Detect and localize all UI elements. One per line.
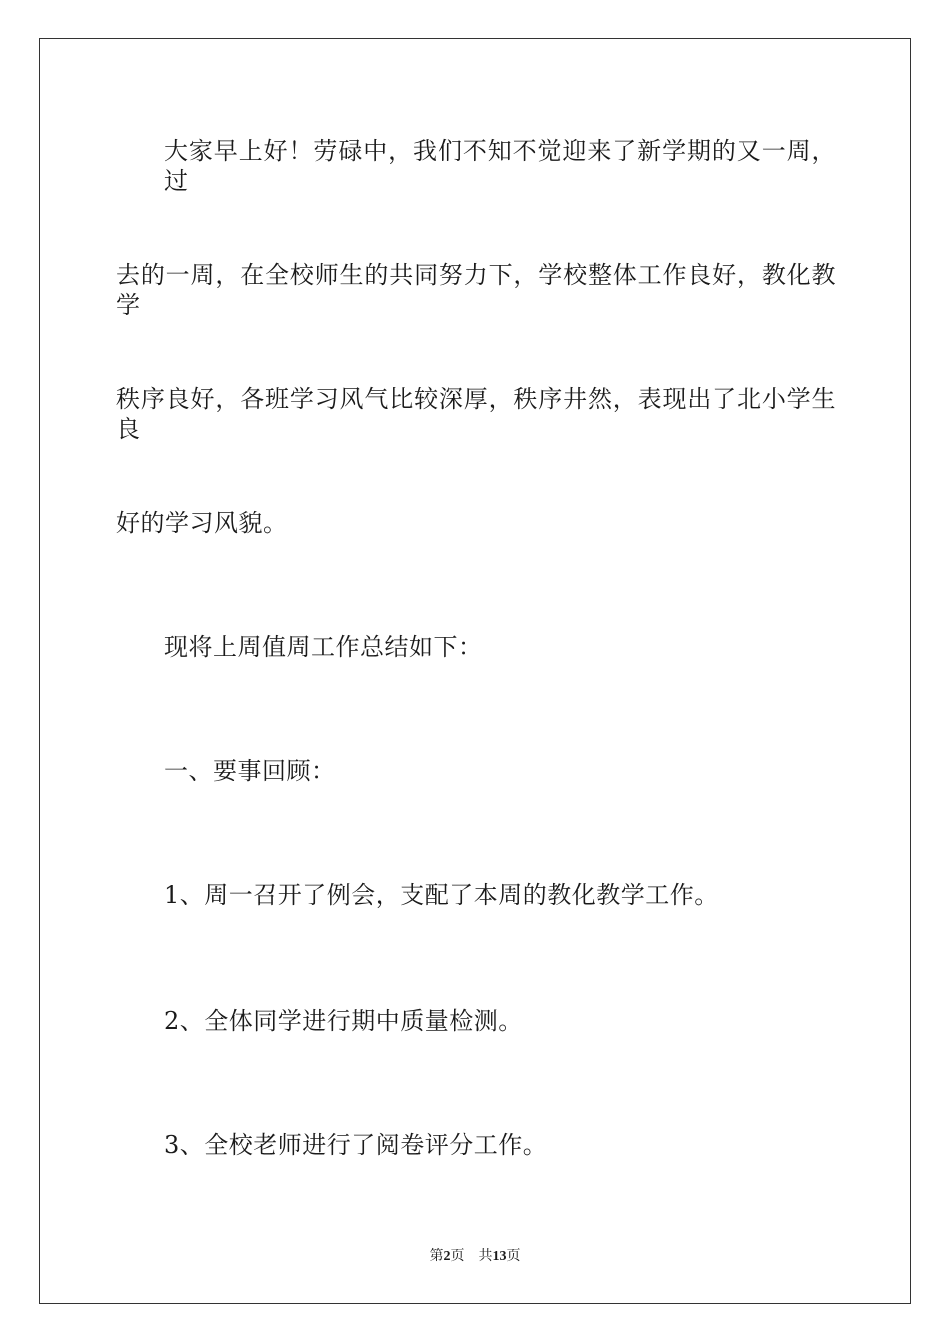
- page-number: 2: [443, 1249, 451, 1264]
- paragraph-line: 好的学习风貌。: [116, 509, 288, 537]
- section-heading: 一、要事回顾：: [164, 757, 336, 785]
- list-item: 3、全校老师进行了阅卷评分工作。: [164, 1131, 548, 1159]
- page-prefix: 第: [429, 1249, 444, 1264]
- summary-intro: 现将上周值周工作总结如下：: [164, 633, 483, 661]
- paragraph-line: 大家早上好！劳碌中，我们不知不觉迎来了新学期的又一周，过: [164, 137, 836, 195]
- paragraph-line: 去的一周，在全校师生的共同努力下，学校整体工作良好，教化教学: [116, 261, 836, 319]
- page-suffix: 页: [450, 1249, 465, 1264]
- total-suffix: 页: [506, 1249, 521, 1264]
- paragraph-line: 秩序良好，各班学习风气比较深厚，秩序井然，表现出了北小学生良: [116, 385, 836, 443]
- page-footer: [0, 1248, 950, 1266]
- total-prefix: 共: [478, 1249, 493, 1264]
- list-item: 1、周一召开了例会，支配了本周的教化教学工作。: [164, 881, 719, 909]
- total-pages: 13: [492, 1249, 507, 1264]
- page-border: [39, 38, 911, 1304]
- list-item: 2、全体同学进行期中质量检测。: [164, 1007, 523, 1035]
